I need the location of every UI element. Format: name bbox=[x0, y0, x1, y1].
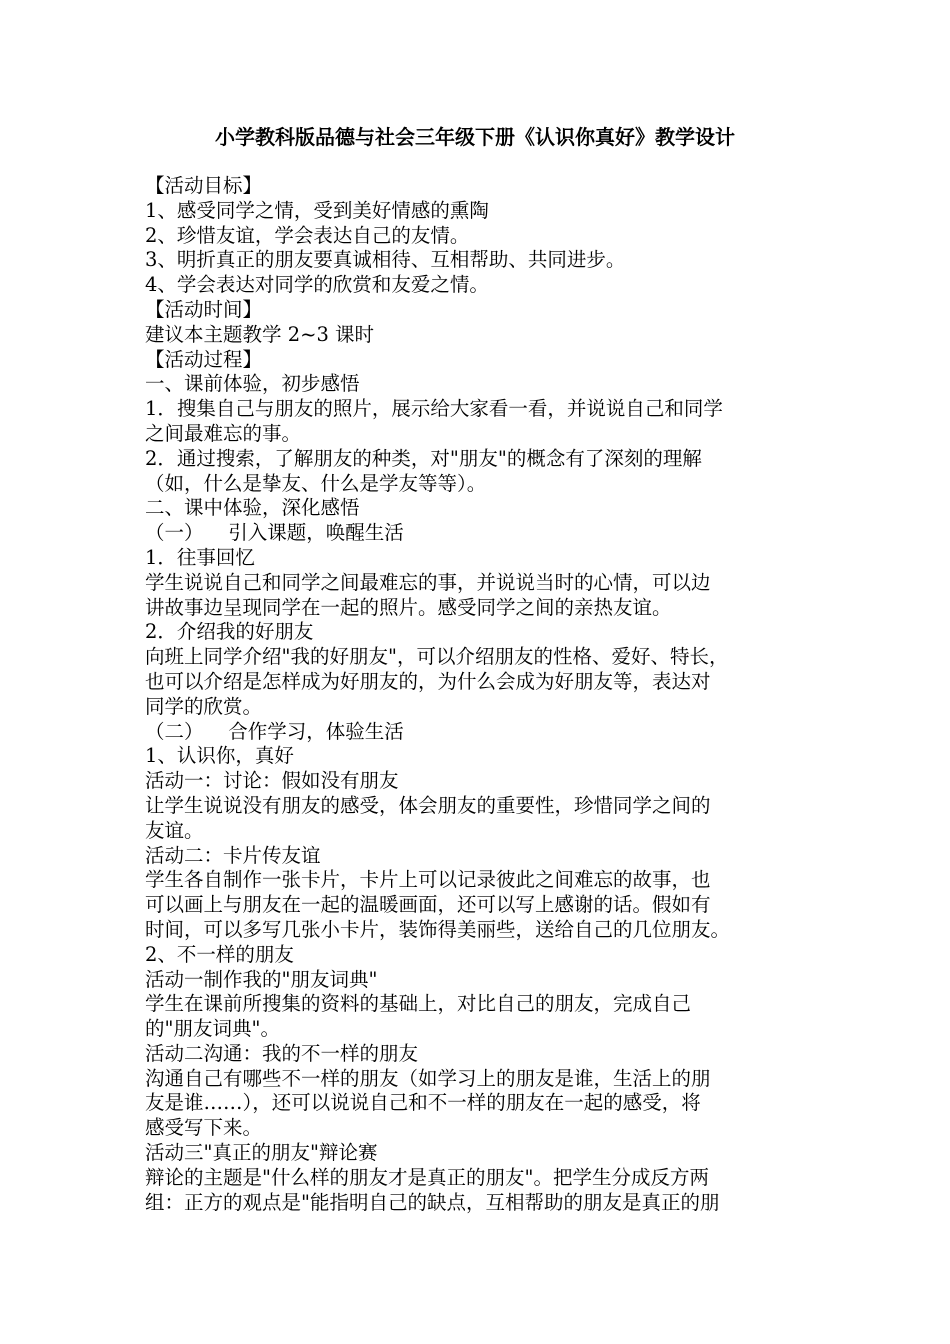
text-line: 让学生说说没有朋友的感受，体会朋友的重要性，珍惜同学之间的 bbox=[145, 793, 711, 817]
text-line: 【活动时间】 bbox=[145, 297, 263, 321]
text-line: 2．通过搜索，了解朋友的种类，对"朋友"的概念有了深刻的理解 bbox=[145, 446, 702, 470]
document-body bbox=[145, 174, 825, 1215]
text-line: 学生各自制作一张卡片，卡片上可以记录彼此之间难忘的故事，也 bbox=[145, 868, 711, 892]
text-line: （一） 引入课题，唤醒生活 bbox=[145, 521, 404, 545]
text-line: 讲故事边呈现同学在一起的照片。感受同学之间的亲热友谊。 bbox=[145, 595, 672, 619]
text-line: 活动一制作我的"朋友词典" bbox=[145, 967, 378, 991]
text-line: 可以画上与朋友在一起的温暖画面，还可以写上感谢的话。假如有 bbox=[145, 893, 711, 917]
text-line: 辩论的主题是"什么样的朋友才是真正的朋友"。把学生分成反方两 bbox=[145, 1165, 709, 1189]
text-line: 活动一：讨论：假如没有朋友 bbox=[145, 769, 399, 793]
text-line: 1．往事回忆 bbox=[145, 545, 255, 569]
text-line: 1、认识你，真好 bbox=[145, 744, 294, 768]
text-line: 活动二沟通：我的不一样的朋友 bbox=[145, 1041, 419, 1065]
text-line: 2、珍惜友谊，学会表达自己的友情。 bbox=[145, 223, 470, 247]
text-line: 建议本主题教学 2~3 课时 bbox=[145, 322, 375, 346]
text-line: 一、课前体验，初步感悟 bbox=[145, 372, 360, 396]
text-line: 4、学会表达对同学的欣赏和友爱之情。 bbox=[145, 273, 489, 297]
text-line: 【活动过程】 bbox=[145, 347, 263, 371]
text-line: （二） 合作学习，体验生活 bbox=[145, 719, 404, 743]
text-line: （如，什么是挚友、什么是学友等等）。 bbox=[145, 471, 487, 495]
text-line: 3、明折真正的朋友要真诚相待、互相帮助、共同进步。 bbox=[145, 248, 626, 272]
text-line: 同学的欣赏。 bbox=[145, 694, 263, 718]
text-line: 学生在课前所搜集的资料的基础上，对比自己的朋友，完成自己 bbox=[145, 992, 692, 1016]
document-title: 小学教科版品德与社会三年级下册《认识你真好》教学设计 bbox=[215, 125, 735, 149]
text-line: 之间最难忘的事。 bbox=[145, 421, 302, 445]
text-line: 2、不一样的朋友 bbox=[145, 942, 294, 966]
text-line: 活动二：卡片传友谊 bbox=[145, 843, 321, 867]
text-line: 【活动目标】 bbox=[145, 174, 263, 197]
text-line: 活动三"真正的朋友"辩论赛 bbox=[145, 1141, 378, 1165]
text-line: 二、课中体验，深化感悟 bbox=[145, 496, 360, 520]
text-line: 1．搜集自己与朋友的照片，展示给大家看一看，并说说自己和同学 bbox=[145, 397, 723, 421]
text-line: 的"朋友词典"。 bbox=[145, 1017, 280, 1041]
text-line: 2．介绍我的好朋友 bbox=[145, 620, 314, 644]
text-line: 友谊。 bbox=[145, 818, 204, 842]
text-line: 友是谁……），还可以说说自己和不一样的朋友在一起的感受，将 bbox=[145, 1091, 701, 1115]
text-line: 时间，可以多写几张小卡片，装饰得美丽些，送给自己的几位朋友。 bbox=[145, 917, 731, 941]
text-line: 1、感受同学之情，受到美好情感的熏陶 bbox=[145, 198, 489, 222]
text-line: 感受写下来。 bbox=[145, 1116, 263, 1140]
text-line: 沟通自己有哪些不一样的朋友（如学习上的朋友是谁，生活上的朋 bbox=[145, 1066, 711, 1090]
text-line: 也可以介绍是怎样成为好朋友的，为什么会成为好朋友等，表达对 bbox=[145, 669, 711, 693]
text-line: 组：正方的观点是"能指明自己的缺点，互相帮助的朋友是真正的朋 bbox=[145, 1190, 720, 1214]
text-line: 学生说说自己和同学之间最难忘的事，并说说当时的心情，可以边 bbox=[145, 570, 711, 594]
text-line: 向班上同学介绍"我的好朋友"，可以介绍朋友的性格、爱好、特长， bbox=[145, 645, 729, 669]
